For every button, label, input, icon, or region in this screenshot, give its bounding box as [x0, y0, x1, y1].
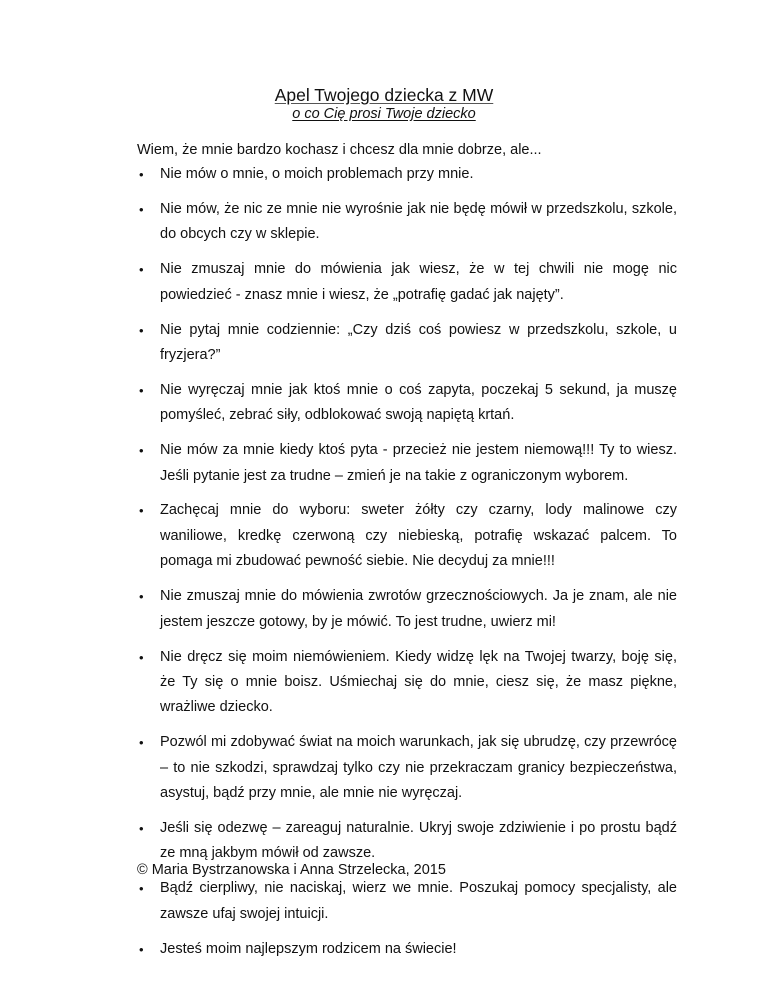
list-item-text: Jesteś moim najlepszym rodzicem na świecie! — [160, 940, 457, 957]
list-item — [137, 257, 677, 308]
list-item-text: Nie mów o mnie, o moich problemach przy mnie. — [160, 166, 474, 182]
list-item-text: Nie mów, że nic ze mnie nie wyrośnie jak nie będę mówił w przedszkolu, szkole, do obcych czy w sklepie. — [160, 200, 677, 243]
bullet-icon: • — [139, 262, 144, 278]
list-item-text: Pozwól mi zdobywać świat na moich warunkach, jak się ubrudzę, czy przewrócę – to nie szkodzi, sprawdzaj tylko czy nie przekraczam granicy bezpieczeństwa, asystuj, bądź przy mnie, ale mnie nie wyręczaj. — [160, 734, 677, 802]
list-item — [137, 498, 677, 574]
appeal-list — [137, 162, 677, 971]
copyright-footer: © Maria Bystrzanowska i Anna Strzelecka, 2015 — [137, 862, 446, 878]
bullet-icon: • — [139, 589, 144, 605]
list-item-text: Jeśli się odezwę – zareaguj naturalnie. Ukryj swoje zdziwienie i po prostu bądź ze mną jakbym mówił od zawsze. — [160, 819, 677, 862]
list-item-text: Zachęcaj mnie do wyboru: sweter żółty czy czarny, lody malinowe czy waniliowe, kredkę czerwoną czy niebieską, potrafię wskazać palcem. To pomaga mi zbudować pewność siebie. Nie decyduj za mnie!!! — [160, 502, 677, 570]
bullet-icon: • — [139, 820, 144, 836]
list-item-text: Nie dręcz się moim niemówieniem. Kiedy widzę lęk na Twojej twarzy, boję się, że Ty się o mnie boisz. Uśmiechaj się do mnie, ciesz się, że masz piękne, wrażliwe dziecko. — [160, 648, 677, 716]
bullet-icon: • — [139, 201, 144, 217]
list-item-text: Bądź cierpliwy, nie naciskaj, wierz we mnie. Poszukaj pomocy specjalisty, ale zawsze ufaj swojej intuicji. — [160, 880, 677, 922]
intro-text: Wiem, że mnie bardzo kochasz i chcesz dla mnie dobrze, ale... — [137, 142, 542, 158]
bullet-icon: • — [139, 443, 144, 459]
list-item — [137, 730, 677, 806]
bullet-icon: • — [139, 941, 144, 957]
bullet-icon: • — [139, 322, 144, 338]
bullet-icon: • — [139, 167, 144, 182]
list-item — [137, 876, 677, 927]
bullet-icon: • — [139, 735, 144, 751]
list-item-text: Nie zmuszaj mnie do mówienia zwrotów grzecznościowych. Ja je znam, ale nie jestem jeszcze gotowy, by je mówić. To jest trudne, uwierz mi! — [160, 588, 677, 630]
list-item — [137, 378, 677, 429]
list-item — [137, 937, 677, 962]
bullet-icon: • — [139, 382, 144, 398]
bullet-icon: • — [139, 503, 144, 519]
document-title: Apel Twojego dziecka z MW — [274, 85, 494, 105]
bullet-icon: • — [139, 649, 144, 665]
list-item — [137, 438, 677, 489]
list-item-text: Nie wyręczaj mnie jak ktoś mnie o coś zapyta, poczekaj 5 sekund, ja muszę pomyśleć, zebrać siły, odblokować swoją napiętą krtań. — [160, 381, 677, 424]
list-item — [137, 162, 677, 187]
list-item-text: Nie mów za mnie kiedy ktoś pyta - przecież nie jestem niemową!!! Ty to wiesz. Jeśli pytanie jest za trudne – zmień je na takie z ograniczonym wyborem. — [160, 442, 677, 484]
list-item-text: Nie pytaj mnie codziennie: „Czy dziś coś powiesz w przedszkolu, szkole, u fryzjera?” — [160, 321, 677, 363]
list-item — [137, 318, 677, 369]
list-item — [137, 584, 677, 635]
list-item — [137, 645, 677, 721]
list-item — [137, 197, 677, 248]
list-item-text: Nie zmuszaj mnie do mówienia jak wiesz, że w tej chwili nie mogę nic powiedzieć - znasz mnie i wiesz, że „potrafię gadać jak najęty”. — [160, 261, 677, 303]
document-subtitle: o co Cię prosi Twoje dziecko — [292, 106, 476, 122]
bullet-icon: • — [139, 881, 144, 897]
